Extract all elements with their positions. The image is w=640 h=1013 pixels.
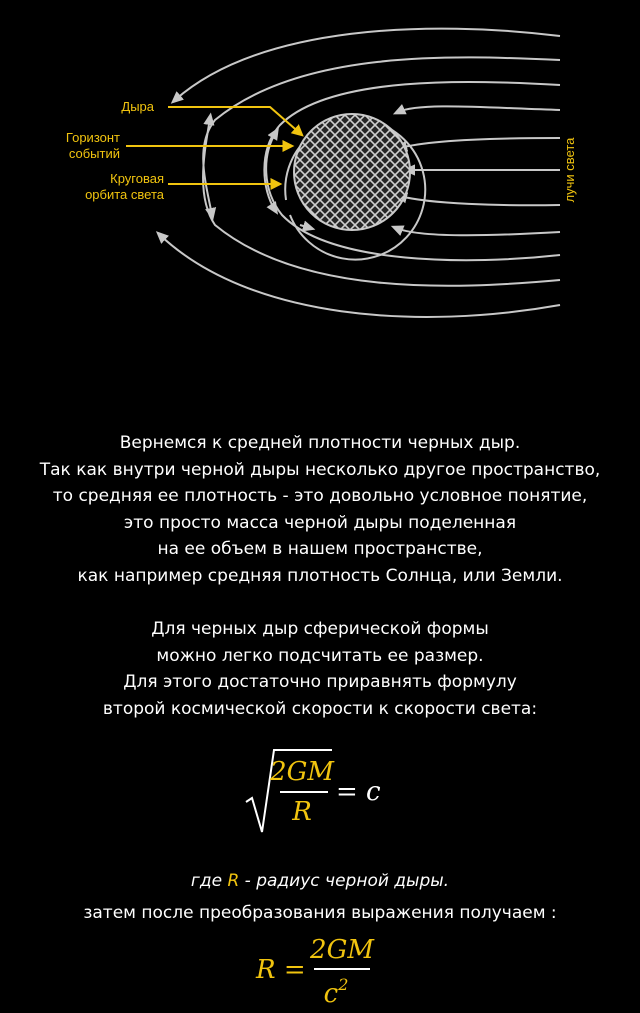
- paragraph-density: [0, 430, 640, 589]
- text-line: Для черных дыр сферической формы: [151, 619, 489, 639]
- where-suffix: - радиус черной дыры.: [239, 871, 450, 891]
- formula1-denominator: R: [292, 797, 312, 827]
- label-circular-orbit-line1: Круговая: [110, 171, 164, 186]
- black-hole-hatched: [294, 114, 410, 230]
- text-line: Так как внутри черной дыры несколько другое пространство,: [39, 459, 601, 480]
- text-line: можно легко подсчитать ее размер.: [156, 645, 484, 666]
- text-line: то средняя ее плотность - это довольно условное понятие,: [52, 486, 588, 506]
- formula2-exponent: 2: [338, 975, 349, 994]
- paragraph-size: [0, 616, 640, 722]
- label-circular-orbit: [40, 171, 164, 203]
- label-event-horizon-line2: событий: [68, 146, 120, 161]
- formula2-denominator: [324, 975, 349, 1009]
- label-light-rays: лучи света: [562, 137, 577, 203]
- light-ray: [160, 235, 560, 317]
- formula-schwarzschild-radius: [240, 932, 410, 1010]
- pointer-hole: [168, 107, 302, 135]
- text-line: Вернемся к средней плотности черных дыр.: [119, 433, 521, 453]
- formula2-denominator-base: c: [323, 979, 339, 1009]
- text-line: как например средняя плотность Солнца, или Земли.: [77, 565, 563, 586]
- text-line: Для этого достаточно приравнять формулу: [123, 672, 517, 692]
- label-event-horizon-line1: Горизонт: [65, 130, 120, 145]
- label-circular-orbit-line2: орбита света: [85, 187, 164, 202]
- light-ray: [396, 228, 560, 235]
- light-ray: [398, 106, 560, 112]
- text-line: это просто масса черной дыры поделенная: [123, 512, 517, 533]
- formula1-rhs: = c: [336, 777, 381, 807]
- where-variable: R: [227, 871, 240, 891]
- formula1-numerator: 2GM: [270, 757, 334, 787]
- formula2-lhs: R =: [256, 955, 306, 985]
- text-line: второй космической скорости к скорости света:: [102, 698, 538, 719]
- then-line: затем после преобразования выражения получаем :: [83, 903, 557, 923]
- black-hole-diagram: [0, 0, 640, 340]
- label-event-horizon: [20, 130, 120, 162]
- light-ray: [400, 138, 560, 148]
- formula-escape-velocity: [240, 744, 410, 839]
- label-hole: Дыра: [121, 99, 154, 114]
- where-prefix: где: [190, 871, 228, 891]
- text-line: на ее объем в нашем пространстве,: [157, 539, 483, 559]
- where-line: [0, 868, 640, 895]
- formula2-numerator: 2GM: [310, 935, 374, 965]
